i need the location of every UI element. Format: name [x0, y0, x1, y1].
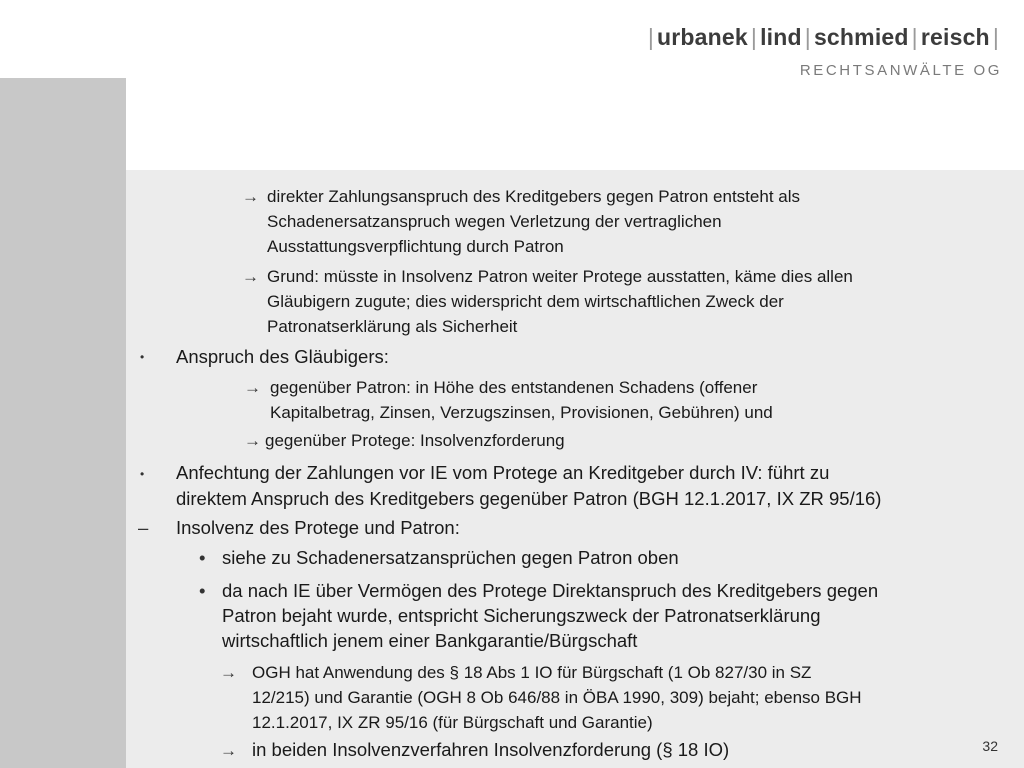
- arrow-icon: →: [244, 431, 261, 450]
- logo-separator: |: [992, 24, 999, 50]
- dash-icon: –: [138, 517, 149, 538]
- arrow-icon: →: [242, 267, 259, 286]
- bullet-icon: •: [199, 547, 206, 568]
- arrow-icon: →: [244, 378, 261, 397]
- bullet-text: siehe zu Schadenersatzansprüchen gegen Patron oben: [222, 547, 679, 568]
- section-text: Insolvenz des Protege und Patron:: [176, 517, 460, 538]
- logo-separator: |: [750, 24, 758, 50]
- left-sidebar-bar: [0, 78, 126, 768]
- text-line: Patronatserklärung als Sicherheit: [267, 317, 518, 336]
- logo-part-urbanek: urbanek: [657, 24, 748, 50]
- bullet-text: Patron bejaht wurde, entspricht Sicherungszweck der Patronatserklärung: [222, 605, 821, 626]
- page-number: 32: [982, 738, 998, 754]
- logo-separator: |: [911, 24, 918, 50]
- text-line: in beiden Insolvenzverfahren Insolvenzforderung (§ 18 IO): [252, 739, 730, 760]
- logo-part-lind: lind: [760, 24, 802, 50]
- logo-part-schmied: schmied: [813, 24, 909, 50]
- text-line: OGH hat Anwendung des § 18 Abs 1 IO für Bürgschaft (1 Ob 827/30 in SZ: [252, 663, 812, 682]
- text-line: Kapitalbetrag, Zinsen, Verzugszinsen, Provisionen, Gebühren) und: [270, 403, 773, 422]
- text-line: Schadenersatzanspruch wegen Verletzung der vertraglichen: [267, 212, 722, 231]
- bullet-text: direktem Anspruch des Kreditgebers gegenüber Patron (BGH 12.1.2017, IX ZR 95/16): [176, 488, 882, 509]
- logo-separator: |: [804, 24, 811, 50]
- arrow-icon: →: [242, 187, 259, 206]
- bullet-text: Anfechtung der Zahlungen vor IE vom Protege an Kreditgeber durch IV: führt zu: [176, 462, 830, 483]
- firm-logo: [645, 24, 1002, 51]
- arrow-icon: →: [220, 663, 237, 682]
- text-line: Grund: müsste in Insolvenz Patron weiter Protege ausstatten, käme dies allen: [267, 267, 853, 286]
- bullet-icon: •: [140, 350, 145, 364]
- text-line: direkter Zahlungsanspruch des Kreditgebers gegen Patron entsteht als: [267, 187, 800, 206]
- bullet-text: wirtschaftlich jenem einer Bankgarantie/Bürgschaft: [222, 630, 638, 651]
- text-line: Ausstattungsverpflichtung durch Patron: [267, 237, 564, 256]
- bullet-text: da nach IE über Vermögen des Protege Direktanspruch des Kreditgebers gegen: [222, 580, 879, 601]
- arrow-icon: →: [220, 741, 237, 760]
- logo-subtitle: RECHTSANWÄLTE OG: [799, 62, 1002, 79]
- bullet-text: Anspruch des Gläubigers:: [176, 346, 389, 367]
- logo-separator: |: [647, 24, 654, 50]
- text-line: gegenüber Patron: in Höhe des entstandenen Schadens (offener: [270, 378, 758, 397]
- text-line: gegenüber Protege: Insolvenzforderung: [265, 431, 565, 450]
- text-line: 12.1.2017, IX ZR 95/16 (für Bürgschaft und Garantie): [252, 713, 653, 732]
- bullet-icon: •: [199, 580, 206, 601]
- logo-part-reisch: reisch: [920, 24, 990, 50]
- text-line: Gläubigern zugute; dies widerspricht dem wirtschaftlichen Zweck der: [267, 292, 784, 311]
- bullet-icon: •: [140, 467, 145, 481]
- text-line: 12/215) und Garantie (OGH 8 Ob 646/88 in ÖBA 1990, 309) bejaht; ebenso BGH: [252, 688, 862, 707]
